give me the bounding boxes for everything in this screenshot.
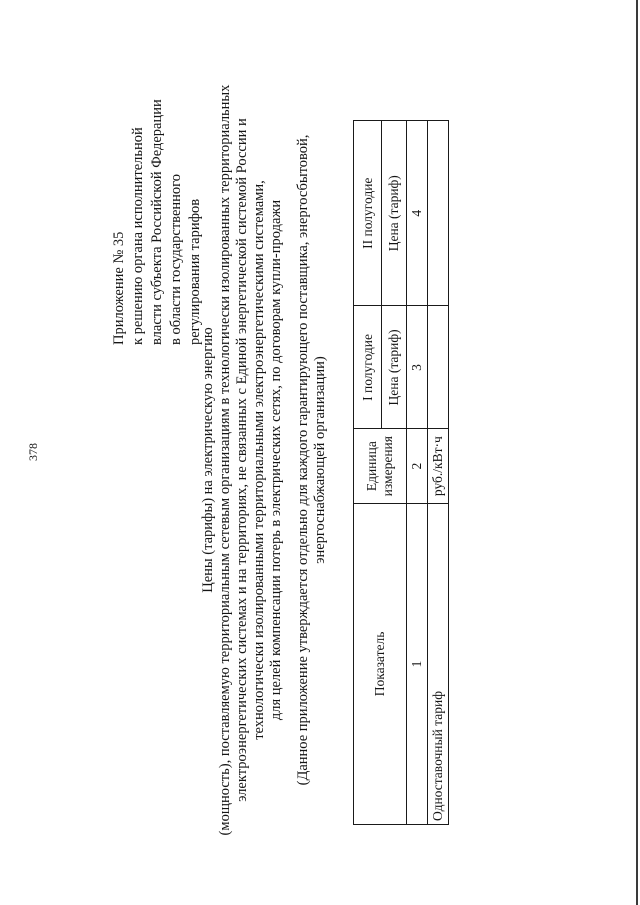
table-header-row — [354, 121, 382, 825]
title-line: технологически изолированными территориальными электроэнергетическими системами, — [251, 180, 267, 740]
appendix-line: власти субъекта Российской Федерации — [149, 99, 165, 345]
row-unit: руб./кВт·ч — [428, 429, 449, 503]
tariff-table — [353, 120, 449, 825]
row-first-half-value — [428, 306, 449, 429]
note-line: энергоснабжающей организации) — [312, 356, 328, 564]
note-line: (Данное приложение утверждается отдельно для каждого гарантирующего поставщика, энергосбытовой, — [295, 134, 311, 786]
title-line: Цены (тарифы) на электрическую энергию — [200, 327, 216, 593]
header-unit: Единица измерения — [354, 429, 407, 503]
row-param: Одноставочный тариф — [428, 503, 449, 824]
column-number: 4 — [407, 121, 428, 306]
subheader-price-first: Цена (тариф) — [382, 306, 407, 429]
column-number: 3 — [407, 306, 428, 429]
header-param: Показатель — [354, 503, 407, 824]
rotated-page-content — [100, 80, 445, 840]
row-second-half-value — [428, 121, 449, 306]
column-number: 1 — [407, 503, 428, 824]
column-number: 2 — [407, 429, 428, 503]
page-number: 378 — [26, 443, 40, 461]
appendix-line: в области государственного — [168, 174, 184, 345]
column-number-row — [407, 121, 428, 825]
header-first-half: I полугодие — [354, 306, 382, 429]
title-line: для целей компенсации потерь в электрических сетях, по договорам купли-продажи — [268, 199, 284, 721]
document-title — [200, 80, 285, 840]
title-line: электроэнергетических системах и на территориях, не связанных с Единой энергетической системой России и — [234, 118, 250, 802]
appendix-line: регулирования тарифов — [187, 198, 203, 345]
table-row — [428, 121, 449, 825]
appendix-line: к решению органа исполнительной — [130, 127, 146, 345]
appendix-header — [110, 80, 205, 345]
scan-edge — [636, 0, 638, 905]
appendix-line: Приложение № 35 — [111, 231, 127, 345]
subheader-price-second: Цена (тариф) — [382, 121, 407, 306]
approval-note — [295, 80, 329, 840]
title-line: (мощность), поставляемую территориальным сетевым организациям в технологически изолированных территориальных — [217, 84, 233, 836]
header-second-half: II полугодие — [354, 121, 382, 306]
